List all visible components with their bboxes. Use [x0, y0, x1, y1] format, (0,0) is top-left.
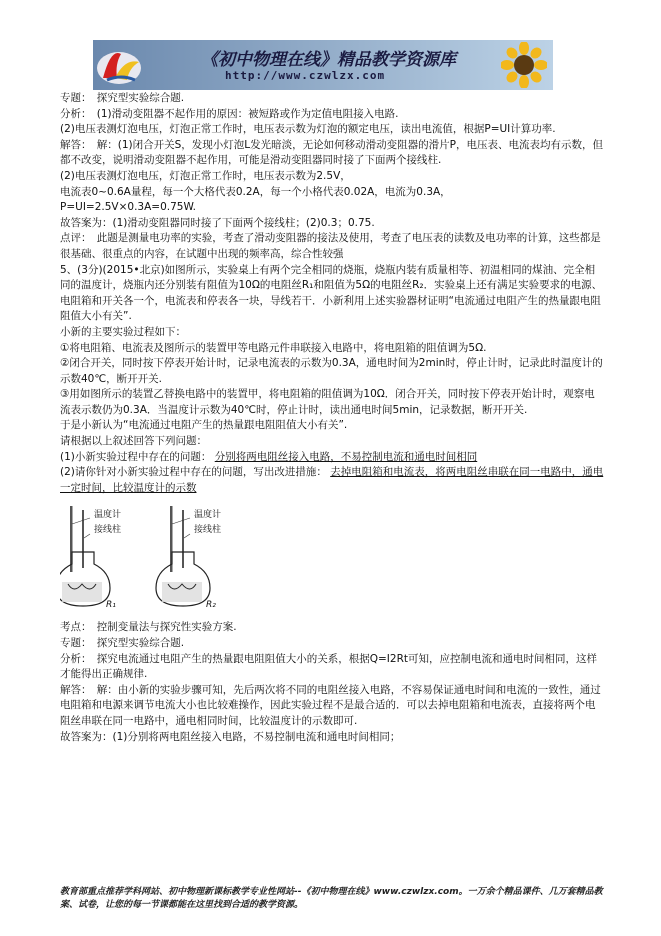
site-banner — [93, 40, 553, 90]
solution-line-3: 电流表0~0.6A量程，每一个大格代表0.2A，每一个小格代表0.02A，电流为0.3A， — [60, 185, 451, 198]
question-1-line — [60, 450, 605, 466]
r2-label: R₂ — [206, 600, 216, 611]
answer-line: 故答案为：(1)滑动变阻器同时接了下面两个接线柱；(2)0.3；0.75. — [60, 216, 375, 229]
analysis-line-1: 分析： (1)滑动变阻器不起作用的原因：被短路或作为定值电阻接入电路. — [60, 107, 399, 120]
solution-line-1: 解答： 解：(1)闭合开关S，发现小灯泡L发光暗淡，无论如何移动滑动变阻器的滑片P，电压表、电流表均有示数，但都不改变，说明滑动变阻器不起作用，可能是滑动变阻器同时接了下面两个接线柱. — [60, 138, 603, 167]
topic-line: 专题： 探究型实验综合题. — [60, 92, 185, 104]
terminal-label-2: 接线柱 — [194, 525, 222, 536]
solution-line-4: P=UI=2.5V×0.3A=0.75W. — [60, 201, 196, 214]
thermometer-label-2: 温度计 — [194, 510, 222, 521]
apparatus-figure — [60, 502, 605, 616]
topic-line-2: 专题： 探究型实验综合题. — [60, 637, 185, 650]
conclusion-line: 于是小新认为“电流通过电阻产生的热量跟电阻阻值大小有关”. — [60, 419, 348, 432]
banner-title: 《初中物理在线》精品教学资源库 — [201, 50, 456, 70]
site-logo-icon — [95, 44, 143, 86]
question-1-prompt: (1)小新实验过程中存在的问题： — [60, 450, 212, 463]
r1-label: R₁ — [106, 600, 116, 611]
questions-heading: 请根据以上叙述回答下列问题： — [60, 435, 207, 448]
comment-line: 点评： 此题是测量电功率的实验，考查了滑动变阻器的接法及使用，考查了电压表的读数及电功率的计算，这些都是很基础、很重点的内容，在试题中出现的频率高，综合性较强 — [60, 232, 601, 260]
sunflower-icon — [501, 42, 547, 88]
analysis-line-2: (2)电压表测灯泡电压，灯泡正常工作时，电压表示数为灯泡的额定电压，读出电流值，根据P=UI计算功率. — [60, 123, 556, 136]
question-2-prompt: (2)请你针对小新实验过程中存在的问题，写出改进措施： — [60, 466, 327, 479]
solution-line-5: 解答： 解：由小新的实验步骤可知，先后两次将不同的电阻丝接入电路，不容易保证通电时间和电流的一致性，通过电阻箱和电源来调节电流大小也比较难操作，因此实验过程不是最合适的．可以去掉电阻箱和电流表，直接将两个电阻丝串联在同一电路中，通电相同时间，比较温度计的示数即可. — [60, 683, 601, 727]
analysis-line-3: 分析： 探究电流通过电阻产生的热量跟电阻阻值大小的关系，根据Q=I2Rt可知，应控制电流和通电时间相同，这样才能得出正确规律. — [60, 652, 597, 681]
banner-url[interactable]: http://www.czwlzx.com — [225, 69, 386, 82]
thermometer-label-1: 温度计 — [94, 510, 122, 521]
procedure-heading: 小新的主要实验过程如下： — [60, 325, 186, 338]
question-1-answer: 分别将两电阻丝接入电路，不易控制电流和通电时间相同 — [214, 450, 478, 463]
question-2-line — [60, 465, 605, 496]
procedure-step-3: ③用如图所示的装置乙替换电路中的装置甲，将电阻箱的阻值调为10Ω．闭合开关，同时按下停表开始计时，观察电流表示数仍为0.3A．当温度计示数为40℃时，停止计时，读出通电时间5min，记录数据，断开开关. — [60, 388, 595, 416]
procedure-step-2: ②闭合开关，同时按下停表开始计时，记录电流表的示数为0.3A，通电时间为2min时，停止计时，记录此时温度计的示数40℃，断开开关. — [60, 357, 603, 385]
terminal-label-1: 接线柱 — [94, 525, 122, 536]
procedure-step-1: ①将电阻箱、电流表及图所示的装置甲等电路元件串联接入电路中，将电阻箱的阻值调为5Ω. — [60, 341, 487, 354]
knowledge-point-line: 考点： 控制变量法与探究性实验方案. — [60, 621, 237, 634]
flask-diagram — [60, 502, 260, 616]
question-5-stem: 5、(3分)(2015•北京)如图所示，实验桌上有两个完全相同的烧瓶，烧瓶内装有质量相等、初温相同的煤油、完全相同的温度计，烧瓶内还分别装有阻值为10Ω的电阻丝R₁和阻值为5Ω的电阻丝R₂．实验桌上还有满足实验要求的电源、电阻箱和开关各一个，电流表和停表各一块，导线若干．小新利用上述实验器材证明“电流通过电阻产生的热量跟电阻阻值大小有关”. — [60, 263, 603, 323]
solution-line-2: (2)电压表测灯泡电压，灯泡正常工作时，电压表示数为2.5V， — [60, 169, 351, 182]
question-2-answer: 去掉电阻箱和电流表，将两电阻丝串联在同一电路中，通电一定时间，比较温度计的示数 — [60, 466, 604, 494]
page-footer: 教育部重点推荐学科网站、初中物理新课标教学专业性网站--《初中物理在线》www.czwlzx.com。一万余个精品课件、几万套精品教案、试卷，让您的每一节课都能在这里找到合适的教学资源。 — [60, 887, 603, 910]
document-body — [60, 91, 605, 745]
answer-line-2: 故答案为：(1)分别将两电阻丝接入电路，不易控制电流和通电时间相同； — [60, 730, 401, 743]
